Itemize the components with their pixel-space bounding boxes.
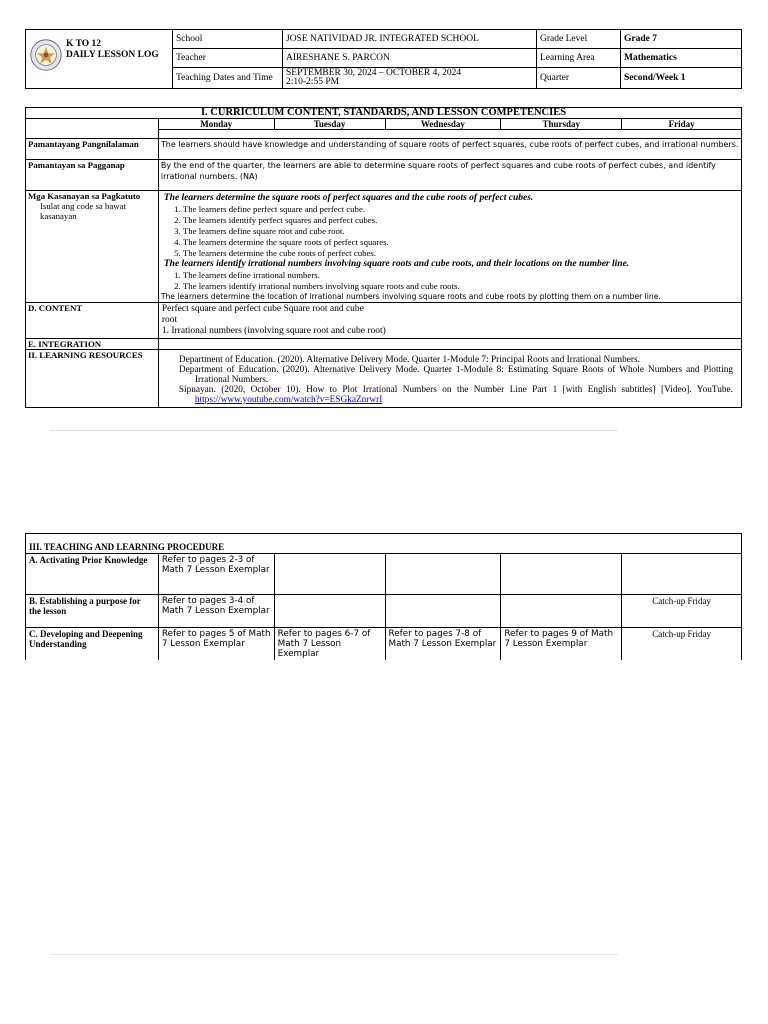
performance-standard-text: By the end of the quarter, the learners are able to determine square roots of perfect squares and cube roots of perfect cubes, and identify irrational numbers. (NA)	[158, 160, 741, 191]
school-label: School	[173, 30, 283, 49]
dates-line: SEPTEMBER 30, 2024 – OCTOBER 4, 2024	[286, 68, 462, 78]
grade-level-label: Grade Level	[537, 30, 621, 49]
competency-label-cell	[26, 191, 159, 303]
blank-corner	[26, 119, 159, 130]
competency-tail: The learners determine the location of irrational numbers involving square roots and cube roots by plotting them on a number line.	[160, 292, 661, 301]
resource-3-link[interactable]: https://www.youtube.com/watch?v=ESGkaZnrwrI	[194, 395, 383, 405]
content-cell	[158, 303, 741, 339]
page-divider	[50, 430, 618, 431]
list-item: 2. The learners identify perfect squares and perfect cubes.	[183, 215, 739, 226]
teacher-value: AIRESHANE S. PARCON	[283, 49, 537, 68]
header-table	[25, 29, 742, 89]
proc-b-mon: Refer to pages 3-4 of Math 7 Lesson Exemplar	[158, 595, 274, 628]
integration-label: E. INTEGRATION	[26, 339, 159, 350]
content-line-2: root	[161, 315, 178, 325]
dates-label: Teaching Dates and Time	[173, 68, 283, 89]
dll-label: DAILY LESSON LOG	[66, 50, 159, 60]
competency-heading-2: The learners identify irrational numbers involving square roots and cube roots, and their locations on the number line.	[163, 259, 630, 269]
procedure-table	[25, 533, 742, 660]
time-line: 2:10-2:55 PM	[286, 77, 340, 87]
list-item: 1. The learners define perfect square and perfect cube.	[183, 204, 739, 215]
proc-a-fri	[622, 554, 742, 595]
content-standard-text: The learners should have knowledge and understanding of square roots of perfect squares, cube roots of perfect cubes, and irrational numbers.	[158, 139, 741, 160]
deped-seal-icon	[30, 39, 62, 71]
competency-heading-1: The learners determine the square roots of perfect squares and the cube roots of perfect cubes.	[163, 193, 534, 203]
list-item: 3. The learners define square root and cube root.	[183, 226, 739, 237]
procedure-title: III. TEACHING AND LEARNING PROCEDURE	[26, 534, 742, 554]
list-item: 4. The learners determine the square roots of perfect squares.	[183, 237, 739, 248]
learning-area-value: Mathematics	[621, 49, 742, 68]
blank-spacer-row	[158, 130, 741, 139]
list-item: 2. The learners identify irrational numbers involving square roots and cube roots.	[183, 281, 739, 292]
competency-sublabel: Isulat ang code sa bawat kasanayan	[40, 201, 126, 221]
quarter-label: Quarter	[537, 68, 621, 89]
blank-spacer	[26, 130, 159, 139]
proc-c-tue: Refer to pages 6-7 of Math 7 Lesson Exemplar	[274, 628, 385, 661]
curriculum-table	[25, 107, 742, 408]
grade-level-value: Grade 7	[621, 30, 742, 49]
curriculum-title: I. CURRICULUM CONTENT, STANDARDS, AND LESSON COMPETENCIES	[26, 108, 742, 119]
school-value: JOSE NATIVIDAD JR. INTEGRATED SCHOOL	[283, 30, 537, 49]
competency-list-1	[161, 204, 739, 259]
logo-cell	[26, 30, 173, 89]
kto12-label: K TO 12	[66, 39, 102, 49]
resource-3-text: Sipnayan. (2020, October 10). How to Plot Irrational Numbers on the Number Line Part 1 [with English subtitles] [Video]. YouTube.	[178, 385, 733, 395]
proc-c-mon: Refer to pages 5 of Math 7 Lesson Exemplar	[158, 628, 274, 661]
resources-cell	[158, 350, 741, 408]
proc-b-wed	[385, 595, 501, 628]
competency-content	[158, 191, 741, 303]
proc-a-mon: Refer to pages 2-3 of Math 7 Lesson Exemplar	[158, 554, 274, 595]
proc-b-fri: Catch-up Friday	[622, 595, 742, 628]
content-line-3: 1. Irrational numbers (involving square root and cube root)	[161, 326, 386, 336]
list-item: 5. The learners determine the cube roots of perfect cubes.	[183, 248, 739, 259]
resource-1: Department of Education. (2020). Alternative Delivery Mode. Quarter 1-Module 7: Principal Roots and Irrational Numbers.	[178, 355, 640, 365]
dll-title	[66, 39, 159, 61]
day-friday: Friday	[622, 119, 742, 130]
content-standard-label: Pamantayang Pangnilalaman	[26, 139, 159, 160]
competency-list-2	[161, 270, 739, 292]
resource-3	[163, 385, 733, 405]
content-line-1: Perfect square and perfect cube Square root and cube	[161, 304, 364, 314]
resource-2: Department of Education. (2020). Alternative Delivery Mode. Quarter 1-Module 8: Estimating Square Roots of Whole Numbers and Plotting Irrational Numbers.	[178, 365, 733, 385]
proc-c-fri: Catch-up Friday	[622, 628, 742, 661]
proc-label-a: A. Activating Prior Knowledge	[26, 554, 159, 595]
proc-a-thu	[501, 554, 622, 595]
day-monday: Monday	[158, 119, 274, 130]
quarter-value: Second/Week 1	[621, 68, 742, 89]
day-thursday: Thursday	[501, 119, 622, 130]
proc-c-thu: Refer to pages 9 of Math 7 Lesson Exemplar	[501, 628, 622, 661]
proc-b-tue	[274, 595, 385, 628]
day-wednesday: Wednesday	[385, 119, 501, 130]
proc-a-wed	[385, 554, 501, 595]
list-item: 1. The learners define irrational numbers.	[183, 270, 739, 281]
integration-cell	[158, 339, 741, 350]
teacher-label: Teacher	[173, 49, 283, 68]
day-tuesday: Tuesday	[274, 119, 385, 130]
learning-area-label: Learning Area	[537, 49, 621, 68]
page-divider	[50, 954, 618, 955]
competency-label: Mga Kasanayan sa Pagkatuto	[28, 191, 141, 201]
proc-label-b: B. Establishing a purpose for the lesson	[26, 595, 159, 628]
content-label: D. CONTENT	[26, 303, 159, 339]
proc-b-thu	[501, 595, 622, 628]
resources-label: II. LEARNING RESOURCES	[26, 350, 159, 408]
proc-label-c: C. Developing and Deepening Understanding	[26, 628, 159, 661]
proc-a-tue	[274, 554, 385, 595]
dates-value	[283, 68, 537, 89]
performance-standard-label: Pamantayan sa Pagganap	[26, 160, 159, 191]
proc-c-wed: Refer to pages 7-8 of Math 7 Lesson Exemplar	[385, 628, 501, 661]
